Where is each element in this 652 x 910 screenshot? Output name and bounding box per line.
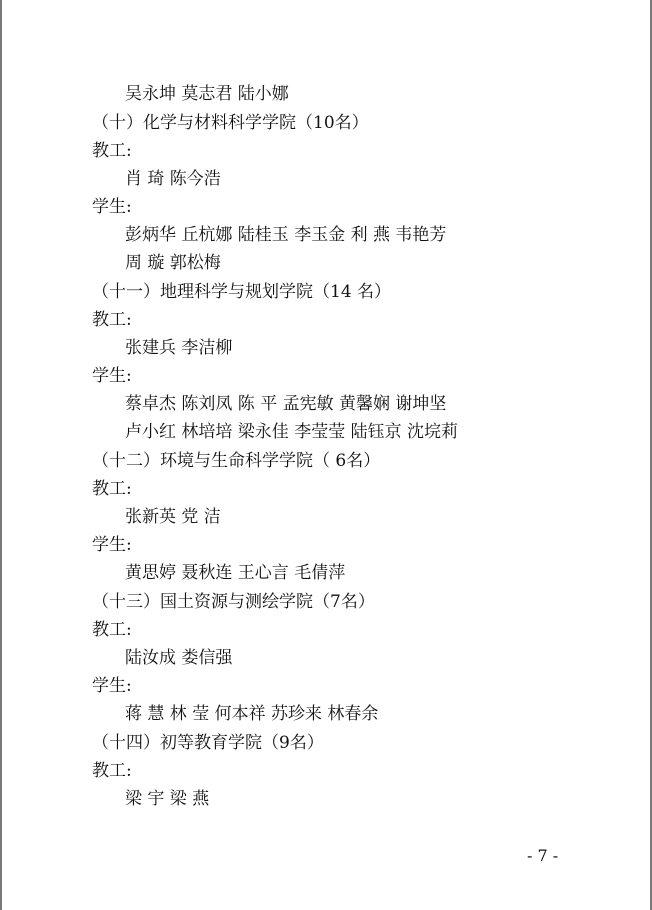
name-list-line: 吴永坤 莫志君 陆小娜	[125, 84, 289, 104]
student-label: 学生:	[92, 366, 132, 386]
section-heading-primary-education: （十四）初等教育学院（9名）	[92, 733, 324, 753]
name-list-line: 张建兵 李洁柳	[125, 338, 233, 358]
staff-label: 教工:	[92, 620, 132, 640]
student-label: 学生:	[92, 535, 132, 555]
student-label: 学生:	[92, 197, 132, 217]
page-number: - 7 -	[527, 846, 559, 865]
name-list-line: 张新英 党 洁	[125, 507, 221, 527]
name-list-line: 肖 琦 陈今浩	[125, 169, 221, 189]
name-list-line: 蒋 慧 林 莹 何本祥 苏珍来 林春余	[125, 704, 379, 724]
name-list-line: 周 璇 郭松梅	[125, 253, 221, 273]
name-list-line: 梁 宇 梁 燕	[125, 789, 210, 809]
page-left-border	[0, 0, 2, 910]
section-heading-chemistry: （十）化学与材料科学学院（10名）	[92, 113, 369, 133]
name-list-line: 卢小红 林培培 梁永佳 李莹莹 陆钰京 沈垸莉	[125, 422, 459, 442]
student-label: 学生:	[92, 676, 132, 696]
staff-label: 教工:	[92, 761, 132, 781]
section-heading-environment: （十二）环境与生命科学学院（ 6名）	[92, 451, 381, 471]
staff-label: 教工:	[92, 310, 132, 330]
name-list-line: 黄思婷 聂秋连 王心言 毛倩萍	[125, 563, 346, 583]
staff-label: 教工:	[92, 479, 132, 499]
name-list-line: 陆汝成 娄信强	[125, 648, 233, 668]
section-heading-geography: （十一）地理科学与规划学院（14 名）	[92, 282, 392, 302]
name-list-line: 彭炳华 丘杭娜 陆桂玉 李玉金 利 燕 韦艳芳	[125, 225, 447, 245]
section-heading-land-resources: （十三）国土资源与测绘学院（7名）	[92, 592, 375, 612]
staff-label: 教工:	[92, 141, 132, 161]
name-list-line: 蔡卓杰 陈刘凤 陈 平 孟宪敏 黄馨娴 谢坤坚	[125, 394, 447, 414]
